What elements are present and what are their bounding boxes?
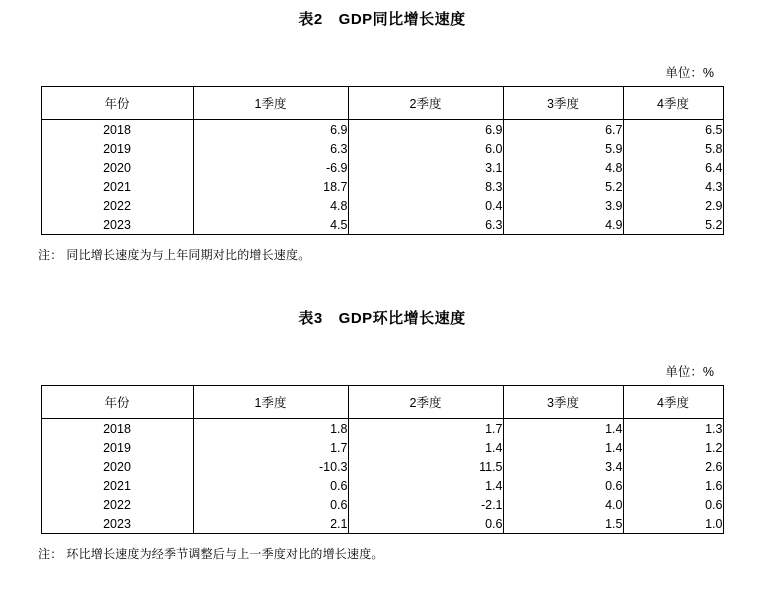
cell-year: 2018 <box>41 120 193 140</box>
table-row <box>41 120 723 140</box>
table-row <box>41 158 723 177</box>
column-header-year: 年份 <box>41 386 193 419</box>
cell-q1: 1.8 <box>193 419 348 439</box>
column-header-q4: 4季度 <box>623 386 723 419</box>
cell-q4: 5.8 <box>623 139 723 158</box>
cell-q4: 5.2 <box>623 215 723 235</box>
cell-q3: 5.2 <box>503 177 623 196</box>
gdp-qoq-growth-table <box>41 385 724 534</box>
cell-q2: 0.4 <box>348 196 503 215</box>
cell-q3: 1.5 <box>503 514 623 534</box>
cell-q2: 6.9 <box>348 120 503 140</box>
cell-q3: 5.9 <box>503 139 623 158</box>
cell-q4: 1.2 <box>623 438 723 457</box>
column-header-q1: 1季度 <box>193 386 348 419</box>
table-row <box>41 139 723 158</box>
table-row <box>41 419 723 439</box>
table-row <box>41 457 723 476</box>
cell-q3: 4.9 <box>503 215 623 235</box>
cell-q1: -10.3 <box>193 457 348 476</box>
cell-q4: 2.9 <box>623 196 723 215</box>
cell-q2: 11.5 <box>348 457 503 476</box>
column-header-year: 年份 <box>41 87 193 120</box>
table-row <box>41 495 723 514</box>
note-label: 注： <box>38 547 63 561</box>
cell-q1: 1.7 <box>193 438 348 457</box>
cell-q4: 1.3 <box>623 419 723 439</box>
cell-year: 2019 <box>41 438 193 457</box>
table-note-3 <box>0 545 764 562</box>
cell-q1: 6.3 <box>193 139 348 158</box>
note-text: 同比增长速度为与上年同期对比的增长速度。 <box>66 248 311 262</box>
cell-year: 2022 <box>41 495 193 514</box>
cell-year: 2020 <box>41 457 193 476</box>
column-header-q3: 3季度 <box>503 87 623 120</box>
gdp-yoy-growth-table <box>41 86 724 235</box>
cell-q4: 6.4 <box>623 158 723 177</box>
cell-q3: 3.4 <box>503 457 623 476</box>
table-block-3 <box>0 307 764 562</box>
cell-q1: 6.9 <box>193 120 348 140</box>
cell-year: 2021 <box>41 177 193 196</box>
cell-year: 2018 <box>41 419 193 439</box>
cell-q1: 4.8 <box>193 196 348 215</box>
table-title-3 <box>0 307 764 328</box>
table-row <box>41 514 723 534</box>
cell-q1: 0.6 <box>193 495 348 514</box>
cell-q2: 1.4 <box>348 438 503 457</box>
column-header-q2: 2季度 <box>348 386 503 419</box>
cell-q4: 6.5 <box>623 120 723 140</box>
cell-q2: 3.1 <box>348 158 503 177</box>
table-unit-2: 单位：% <box>665 66 714 80</box>
cell-q1: 18.7 <box>193 177 348 196</box>
table-row <box>41 177 723 196</box>
cell-year: 2022 <box>41 196 193 215</box>
note-label: 注： <box>38 248 63 262</box>
cell-q1: 2.1 <box>193 514 348 534</box>
cell-q3: 1.4 <box>503 419 623 439</box>
cell-q4: 1.0 <box>623 514 723 534</box>
cell-year: 2019 <box>41 139 193 158</box>
cell-q2: 6.0 <box>348 139 503 158</box>
table-row <box>41 438 723 457</box>
cell-q2: 1.7 <box>348 419 503 439</box>
cell-q2: 1.4 <box>348 476 503 495</box>
cell-q2: 6.3 <box>348 215 503 235</box>
cell-q2: -2.1 <box>348 495 503 514</box>
table-row <box>41 196 723 215</box>
cell-year: 2021 <box>41 476 193 495</box>
column-header-q4: 4季度 <box>623 87 723 120</box>
cell-year: 2023 <box>41 514 193 534</box>
cell-q4: 0.6 <box>623 495 723 514</box>
table-title-number-2: 表2 <box>298 11 323 28</box>
table-title-text-2: GDP同比增长速度 <box>338 11 466 28</box>
column-header-q2: 2季度 <box>348 87 503 120</box>
cell-q1: -6.9 <box>193 158 348 177</box>
table-title-2 <box>0 8 764 29</box>
cell-q4: 1.6 <box>623 476 723 495</box>
cell-q4: 2.6 <box>623 457 723 476</box>
cell-year: 2023 <box>41 215 193 235</box>
table-header-row <box>41 87 723 120</box>
table-title-text-3: GDP环比增长速度 <box>338 310 466 327</box>
cell-q3: 0.6 <box>503 476 623 495</box>
table-block-2 <box>0 0 764 263</box>
table-unit-3: 单位：% <box>665 365 714 379</box>
table-note-2 <box>0 246 764 263</box>
cell-q1: 4.5 <box>193 215 348 235</box>
cell-q1: 0.6 <box>193 476 348 495</box>
table-row <box>41 215 723 235</box>
cell-q2: 0.6 <box>348 514 503 534</box>
cell-q3: 1.4 <box>503 438 623 457</box>
cell-q3: 3.9 <box>503 196 623 215</box>
cell-q3: 4.8 <box>503 158 623 177</box>
note-text: 环比增长速度为经季节调整后与上一季度对比的增长速度。 <box>66 547 384 561</box>
table-row <box>41 476 723 495</box>
cell-q3: 4.0 <box>503 495 623 514</box>
table-header-row <box>41 386 723 419</box>
column-header-q3: 3季度 <box>503 386 623 419</box>
cell-q3: 6.7 <box>503 120 623 140</box>
cell-year: 2020 <box>41 158 193 177</box>
column-header-q1: 1季度 <box>193 87 348 120</box>
cell-q4: 4.3 <box>623 177 723 196</box>
cell-q2: 8.3 <box>348 177 503 196</box>
table-title-number-3: 表3 <box>298 310 323 327</box>
